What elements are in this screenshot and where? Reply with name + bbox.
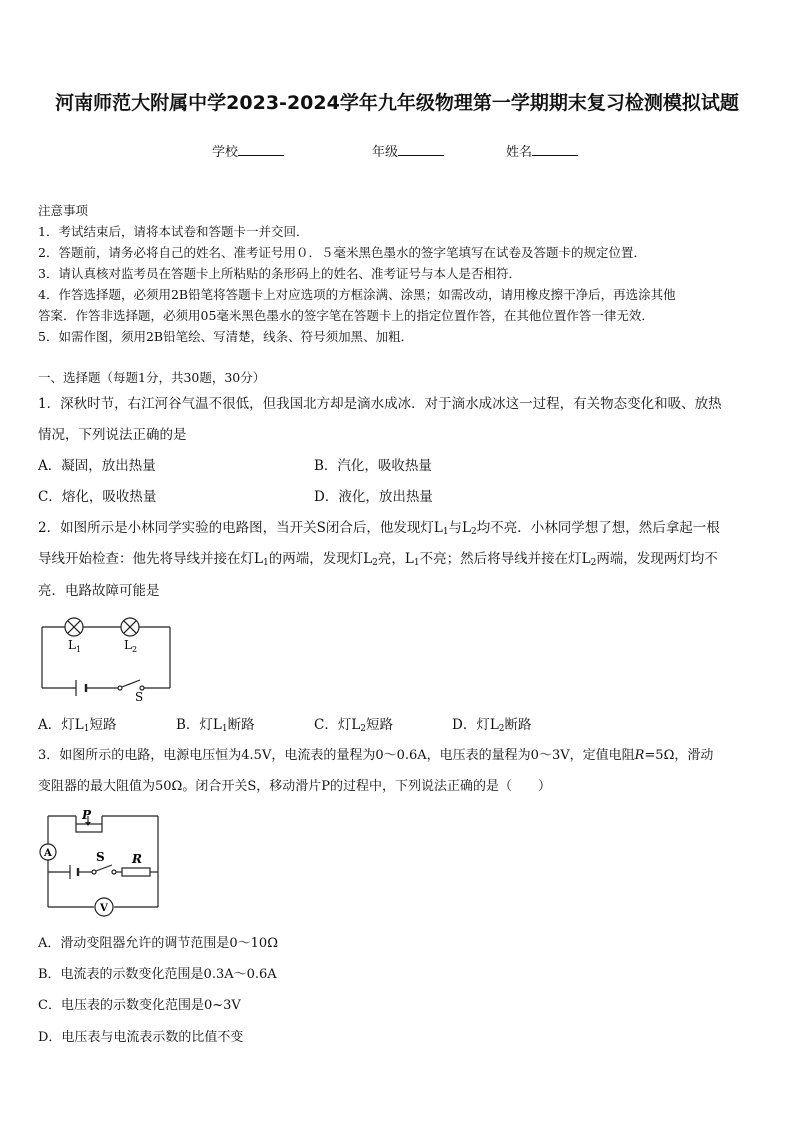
q1-option-d[interactable]: D．液化，放出热量 [314,489,433,505]
sub: 1 [442,527,449,537]
q3-stem-line2: 变阻器的最大阻值为50Ω。闭合开关S，移动滑片P的过程中，下列说法正确的是（ ） [38,779,551,794]
q2-option-b[interactable] [176,716,255,738]
notice-item-4-cont: 答案．作答非选择题，必须用05毫米黑色墨水的签字笔在答题卡上的指定位置作答，在其他位置作答一律无效． [38,308,654,323]
q2-opt-text: 断路 [227,717,255,733]
q2-opt-text: C．灯L [314,717,361,733]
switch-icon [118,686,122,690]
q3-text: 3．如图所示的电路，电源电压恒为4.5V，电流表的量程为0～0.6A，电压表的量程为0～3V，定值电阻 [38,748,635,763]
notice-heading: 注意事项 [38,203,89,218]
q1-stem-line2: 情况，下列说法正确的是 [38,427,187,443]
sub: 2 [498,724,505,734]
q2-stem-line3: 亮．电路故障可能是 [38,583,160,599]
fig-label-s: S [96,850,105,864]
q2-opt-text: 短路 [366,717,394,733]
q2-text: 2．如图所示是小林同学实验的电路图，当开关S闭合后，他发现灯L [38,520,443,536]
sub: 2 [471,527,477,537]
switch-icon [96,865,112,871]
q2-opt-text: D．灯L [452,717,499,733]
q2-option-d[interactable] [452,716,532,738]
q2-stem-line2 [38,550,718,572]
q3-option-b[interactable]: B．电流表的示数变化范围是0.3A～0.6A [38,967,277,982]
q2-option-a[interactable] [38,716,116,738]
rheostat-icon [76,824,102,832]
q3-stem-line1 [38,747,713,765]
sub: 2 [360,724,367,734]
q3-option-a[interactable]: A．滑动变阻器允许的调节范围是0～10Ω [38,936,278,951]
q3-option-d[interactable]: D．电压表与电流表示数的比值不变 [38,1030,244,1045]
notice-item-5: 5．如需作图，须用2B铅笔绘、写清楚，线条、符号须加黑、加粗． [38,329,414,344]
school-blank[interactable] [238,143,284,156]
sub: 1 [413,558,420,568]
q3-text: =5Ω，滑动 [644,748,714,763]
q3-option-c[interactable]: C．电压表的示数变化范围是0~3V [38,998,241,1013]
sub: 2 [590,558,597,568]
switch-icon [92,870,96,874]
fig-label-l1: $L_1$ [68,638,82,654]
q2-opt-text: A．灯L [38,717,84,733]
switch-icon [112,870,116,874]
q2-text: 亮，L [377,551,414,567]
name-label: 姓名 [506,145,533,160]
fig-label-v: V [100,903,108,914]
sub: 1 [262,558,269,568]
q2-circuit-diagram [36,614,176,706]
page-title: 河南师范大附属中学2023-2024学年九年级物理第一学期期末复习检测模拟试题 [55,92,739,114]
q2-opt-text: 断路 [504,717,532,733]
fig-label-a: A [44,848,52,859]
sub: 1 [221,724,228,734]
notice-item-3: 3．请认真核对监考员在答题卡上所粘贴的条形码上的姓名、准考证号与本人是否相符． [38,266,521,281]
q2-stem-line1 [38,519,720,541]
q2-text: 与L [448,520,472,536]
q2-opt-text: B．灯L [176,717,222,733]
q1-option-c[interactable]: C．熔化，吸收热量 [38,489,157,505]
fig-label-s: S [135,690,144,704]
sub: 1 [83,724,90,734]
q2-option-c[interactable] [314,716,393,738]
fig-label-l2: $L_2$ [124,638,138,654]
switch-icon [122,680,140,687]
section-heading: 一、选择题（每题1分，共30题，30分） [38,370,266,385]
notice-item-1: 1．考试结束后，请将本试卷和答题卡一并交回． [38,224,309,239]
grade-blank[interactable] [398,143,444,156]
school-label: 学校 [212,145,239,160]
school-field [212,141,284,160]
q2-text: 导线开始检查：他先将导线并接在灯L [38,551,263,567]
q2-text: 的两端，发现灯L [268,551,373,567]
name-field [506,141,578,160]
resistor-r-icon [122,868,150,876]
q3-circuit-diagram [36,810,166,922]
q2-text: 两端，发现两灯均不 [596,551,718,567]
notice-item-2: 2．答题前，请务必将自己的姓名、准考证号用０．５毫米黑色墨水的签字笔填写在试卷及答题卡的规定位置． [38,245,646,260]
q2-text: 均不亮．小林同学想了想，然后拿起一根 [476,520,720,536]
fig-label-p: P [82,810,92,822]
q1-option-b[interactable]: B．汽化，吸收热量 [314,458,432,474]
fig-label-r: R [132,852,142,866]
grade-field [372,141,444,160]
q2-text: 不亮；然后将导线并接在灯L [419,551,591,567]
sub: 2 [372,558,378,568]
grade-label: 年级 [372,145,399,160]
q3-r-symbol: R [634,748,645,763]
q1-stem-line1: 1．深秋时节，右江河谷气温不很低，但我国北方却是滴水成冰．对于滴水成冰这一过程，有关物态变化和吸、放热 [38,396,722,412]
q1-option-a[interactable]: A．凝固，放出热量 [38,458,156,474]
notice-item-4: 4．作答选择题，必须用2B铅笔将答题卡上对应选项的方框涂满、涂黑；如需改动，请用橡皮擦干净后，再选涂其他 [38,287,676,302]
q2-opt-text: 短路 [89,717,117,733]
name-blank[interactable] [532,143,578,156]
